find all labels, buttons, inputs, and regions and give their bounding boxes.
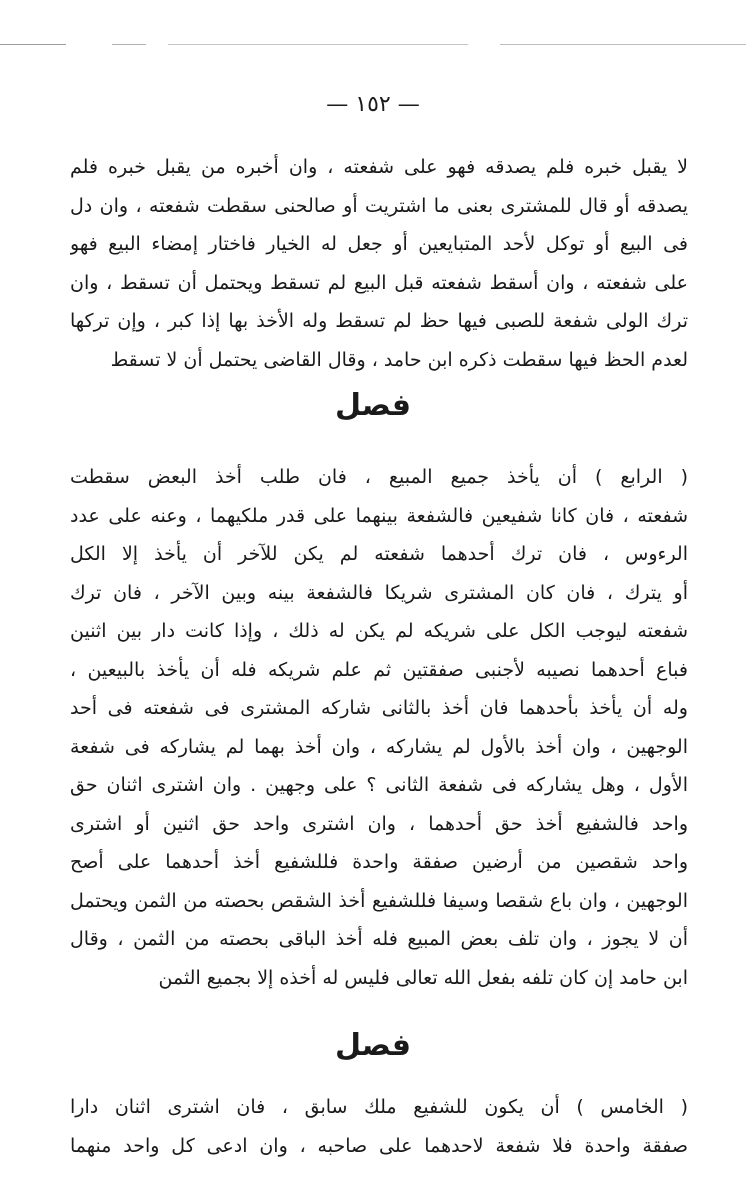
text-line: شفعته ليوجب الكل على شريكه لم يكن له ذلك ، وإذا كانت دار بين اثنين	[70, 620, 688, 642]
scan-edge-line	[112, 44, 146, 45]
text-line: الرءوس ، فان ترك أحدهما شفعته لم يكن للآخر أن يأخذ إلا الكل	[70, 543, 688, 565]
text-line: فباع أحدهما نصيبه لأجنبى صفقتين ثم علم شريكه فله أن يأخذ بالبيعين ،	[70, 658, 688, 681]
scan-edge-line	[168, 44, 468, 45]
page-number: — ١٥٢ —	[326, 92, 420, 117]
paragraph-block	[70, 458, 688, 997]
text-line: وله أن يأخذ بأحدهما فان أخذ بالثانى شاركه المشترى فى شفعته فى أحد	[70, 697, 688, 719]
text-line: واحد فالشفيع أخذ حق أحدهما ، وان اشترى واحد حق اثنين أو اشترى	[70, 812, 688, 835]
text-line: صفقة واحدة فلا شفعة لاحدهما على صاحبه ، وان ادعى كل واحد منهما	[70, 1134, 688, 1157]
text-line: يصدقه أو قال للمشترى بعنى ما اشتريت أو صالحنى سقطت شفعته ، وان دل	[70, 194, 688, 217]
text-line: الأول ، وهل يشاركه فى شفعة الثانى ؟ على وجهين . وان اشترى اثنان حق	[70, 774, 688, 796]
text-line: لا يقبل خبره فلم يصدقه فهو على شفعته ، وان أخبره من يقبل خبره فلم	[70, 156, 688, 178]
text-line: الوجهين ، وان باع شقصا وسيفا فللشفيع أخذ الشقص بحصته من الثمن ويحتمل	[70, 889, 688, 912]
text-line: ابن حامد إن كان تلفه بفعل الله تعالى فليس له أخذه إلا بجميع الثمن	[158, 966, 688, 989]
text-line: أن لا يجوز ، وان تلف بعض المبيع فله أخذ الباقى بحصته من الثمن ، وقال	[70, 928, 688, 950]
text-line: شفعته ، فان كانا شفيعين فالشفعة بينهما على قدر ملكيهما ، وعنه على عدد	[70, 504, 688, 527]
text-line: واحد شقصين من أرضين صفقة واحدة فللشفيع أخذ أحدهما على أصح	[70, 851, 688, 873]
text-line: فى البيع أو توكل لأحد المتبايعين أو جعل له الخيار فاختار إمضاء البيع فهو	[70, 233, 688, 255]
text-line: ( الخامس ) أن يكون للشفيع ملك سابق ، فان اشترى اثنان دارا	[70, 1096, 688, 1118]
scan-edge-line	[500, 44, 746, 45]
paragraph-block	[70, 1088, 688, 1165]
text-line: ترك الولى شفعة للصبى فيها حظ لم تسقط وله الأخذ بها إذا كبر ، وإن تركها	[70, 310, 688, 332]
paragraph-block	[70, 148, 688, 379]
scan-edge-line	[0, 44, 66, 45]
text-line: ( الرابع ) أن يأخذ جميع المبيع ، فان طلب أخذ البعض سقطت	[70, 466, 688, 488]
text-line: الوجهين ، وان أخذ بالأول لم يشاركه ، وان أخذ بهما لم يشاركه فى شفعة	[70, 735, 688, 758]
text-line: على شفعته ، وان أسقط شفعته قبل البيع لم تسقط ويحتمل أن تسقط ، وان	[70, 271, 688, 294]
section-heading: فصل	[335, 1028, 411, 1063]
section-heading: فصل	[335, 388, 411, 423]
text-line: أو يترك ، فان كان المشترى شريكا فالشفعة بينه وبين الآخر ، فان ترك	[70, 581, 688, 604]
text-line: لعدم الحظ فيها سقطت ذكره ابن حامد ، وقال القاضى يحتمل أن لا تسقط	[110, 348, 688, 371]
